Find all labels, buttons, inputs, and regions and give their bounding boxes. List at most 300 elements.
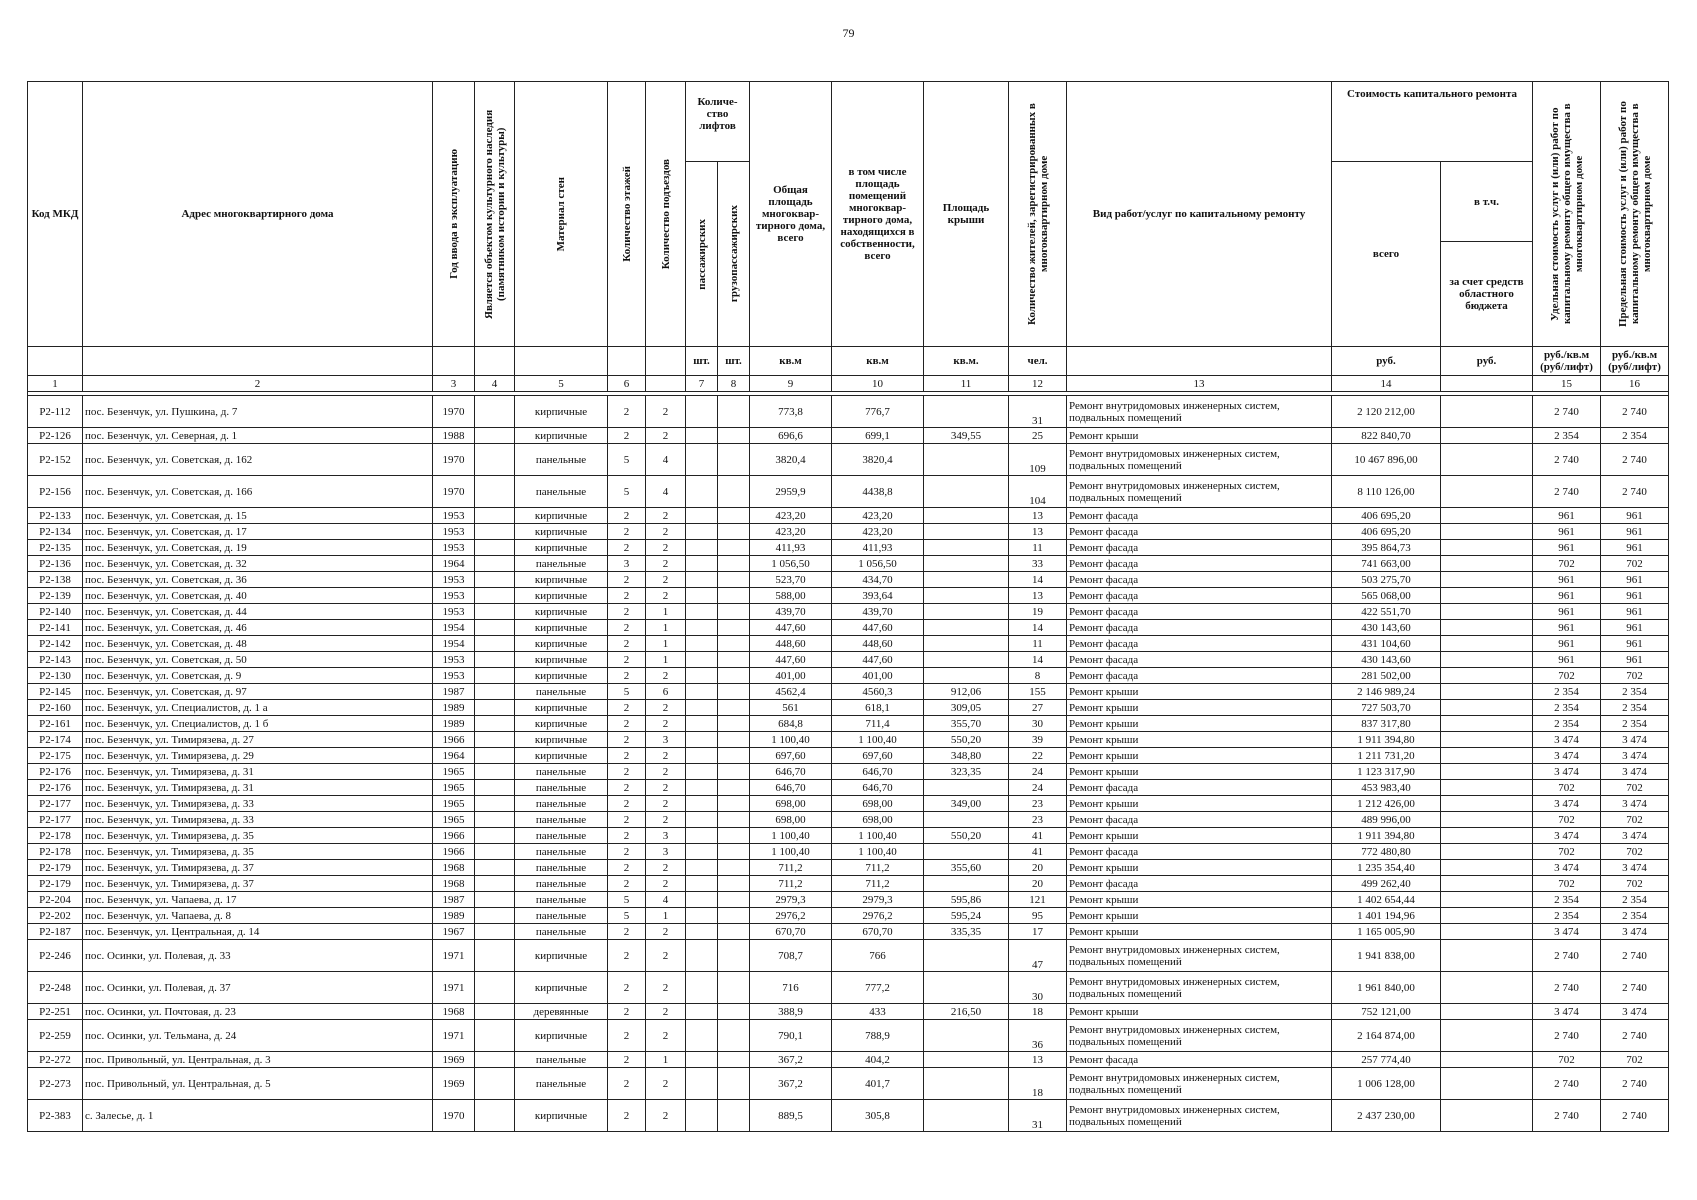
cell-entrances: 2 — [646, 860, 686, 876]
cell-residents: 95 — [1009, 908, 1067, 924]
cell-roof-area — [924, 524, 1009, 540]
cell-lifts-passenger — [686, 1100, 718, 1132]
cell-unit-cost: 2 740 — [1533, 1100, 1601, 1132]
cell-year: 1953 — [433, 668, 475, 684]
cell-wall: кирпичные — [515, 940, 608, 972]
cell-cost-region — [1441, 700, 1533, 716]
cell-total-area: 696,6 — [750, 428, 832, 444]
cell-unit-cost: 2 740 — [1533, 940, 1601, 972]
cell-cost-total: 10 467 896,00 — [1332, 444, 1441, 476]
cell-floors: 2 — [608, 636, 646, 652]
cell-owned-area: 646,70 — [832, 780, 924, 796]
cell-wall: кирпичные — [515, 716, 608, 732]
cell-code: Р2-139 — [28, 588, 83, 604]
table-row — [28, 540, 1669, 556]
cell-owned-area: 393,64 — [832, 588, 924, 604]
cell-roof-area: 550,20 — [924, 732, 1009, 748]
cell-residents: 13 — [1009, 524, 1067, 540]
cell-code: Р2-136 — [28, 556, 83, 572]
cell-cost-region — [1441, 860, 1533, 876]
cell-max-cost: 961 — [1601, 652, 1669, 668]
cell-max-cost: 961 — [1601, 524, 1669, 540]
cell-floors: 2 — [608, 1100, 646, 1132]
cell-code: Р2-126 — [28, 428, 83, 444]
cell-entrances: 2 — [646, 524, 686, 540]
cell-work-type: Ремонт внутридомовых инженерных систем, подвальных помещений — [1067, 396, 1332, 428]
cell-cost-total: 1 911 394,80 — [1332, 828, 1441, 844]
cell-address: пос. Безенчук, ул. Тимирязева, д. 29 — [83, 748, 433, 764]
cell-heritage — [475, 524, 515, 540]
cell-cost-region — [1441, 1052, 1533, 1068]
cell-total-area: 1 100,40 — [750, 844, 832, 860]
cell-address: пос. Осинки, ул. Полевая, д. 37 — [83, 972, 433, 1004]
cell-year: 1970 — [433, 476, 475, 508]
cell-unit-cost: 2 740 — [1533, 444, 1601, 476]
unit-cell — [515, 347, 608, 376]
cell-year: 1953 — [433, 540, 475, 556]
cell-wall: кирпичные — [515, 508, 608, 524]
cell-lifts-cargo — [718, 860, 750, 876]
table-row — [28, 652, 1669, 668]
cell-unit-cost: 3 474 — [1533, 924, 1601, 940]
cell-roof-area: 349,00 — [924, 796, 1009, 812]
cell-wall: панельные — [515, 780, 608, 796]
cell-owned-area: 711,2 — [832, 860, 924, 876]
cell-cost-region — [1441, 620, 1533, 636]
cell-heritage — [475, 700, 515, 716]
cell-cost-total: 1 961 840,00 — [1332, 972, 1441, 1004]
cell-address: пос. Безенчук, ул. Специалистов, д. 1 а — [83, 700, 433, 716]
cell-cost-total: 453 983,40 — [1332, 780, 1441, 796]
cell-lifts-passenger — [686, 972, 718, 1004]
cell-owned-area: 777,2 — [832, 972, 924, 1004]
cell-roof-area — [924, 588, 1009, 604]
cell-floors: 2 — [608, 716, 646, 732]
cell-cost-region — [1441, 828, 1533, 844]
cell-roof-area: 550,20 — [924, 828, 1009, 844]
cell-wall: кирпичные — [515, 572, 608, 588]
cell-residents: 17 — [1009, 924, 1067, 940]
cell-lifts-passenger — [686, 780, 718, 796]
cell-work-type: Ремонт внутридомовых инженерных систем, подвальных помещений — [1067, 1020, 1332, 1052]
cell-max-cost: 961 — [1601, 604, 1669, 620]
cell-heritage — [475, 876, 515, 892]
cell-total-area: 2959,9 — [750, 476, 832, 508]
cell-total-area: 790,1 — [750, 1020, 832, 1052]
cell-entrances: 2 — [646, 1100, 686, 1132]
cell-address: пос. Осинки, ул. Тельмана, д. 24 — [83, 1020, 433, 1052]
table-row — [28, 924, 1669, 940]
cell-cost-region — [1441, 652, 1533, 668]
cell-cost-total: 257 774,40 — [1332, 1052, 1441, 1068]
cell-residents: 33 — [1009, 556, 1067, 572]
cell-max-cost: 702 — [1601, 844, 1669, 860]
cell-floors: 2 — [608, 924, 646, 940]
cell-roof-area: 216,50 — [924, 1004, 1009, 1020]
cell-cost-region — [1441, 476, 1533, 508]
cell-heritage — [475, 684, 515, 700]
cell-wall: кирпичные — [515, 1020, 608, 1052]
cell-heritage — [475, 572, 515, 588]
cell-lifts-passenger — [686, 588, 718, 604]
cell-work-type: Ремонт крыши — [1067, 908, 1332, 924]
cell-address: пос. Безенчук, ул. Советская, д. 9 — [83, 668, 433, 684]
cell-wall: панельные — [515, 1052, 608, 1068]
cell-lifts-cargo — [718, 1052, 750, 1068]
cell-residents: 31 — [1009, 1100, 1067, 1132]
cell-roof-area — [924, 620, 1009, 636]
cell-max-cost: 702 — [1601, 812, 1669, 828]
cell-wall: кирпичные — [515, 540, 608, 556]
cell-address: пос. Безенчук, ул. Северная, д. 1 — [83, 428, 433, 444]
cell-unit-cost: 961 — [1533, 636, 1601, 652]
cell-address: пос. Привольный, ул. Центральная, д. 5 — [83, 1068, 433, 1100]
cell-roof-area — [924, 556, 1009, 572]
cell-max-cost: 3 474 — [1601, 1004, 1669, 1020]
cell-cost-total: 727 503,70 — [1332, 700, 1441, 716]
cell-cost-region — [1441, 732, 1533, 748]
cell-total-area: 561 — [750, 700, 832, 716]
table-row — [28, 796, 1669, 812]
cell-floors: 5 — [608, 476, 646, 508]
cell-owned-area: 447,60 — [832, 620, 924, 636]
cell-year: 1964 — [433, 556, 475, 572]
cell-wall: кирпичные — [515, 972, 608, 1004]
cell-unit-cost: 2 740 — [1533, 396, 1601, 428]
cell-code: Р2-160 — [28, 700, 83, 716]
cell-year: 1971 — [433, 972, 475, 1004]
cell-lifts-passenger — [686, 748, 718, 764]
cell-code: Р2-187 — [28, 924, 83, 940]
table-row — [28, 940, 1669, 972]
cell-lifts-passenger — [686, 572, 718, 588]
cell-year: 1989 — [433, 700, 475, 716]
cell-floors: 2 — [608, 1052, 646, 1068]
cell-lifts-cargo — [718, 540, 750, 556]
cell-heritage — [475, 764, 515, 780]
cell-max-cost: 702 — [1601, 556, 1669, 572]
cell-owned-area: 423,20 — [832, 524, 924, 540]
cell-heritage — [475, 924, 515, 940]
cell-roof-area — [924, 1052, 1009, 1068]
cell-residents: 30 — [1009, 716, 1067, 732]
cell-lifts-cargo — [718, 396, 750, 428]
cell-wall: панельные — [515, 860, 608, 876]
cell-lifts-cargo — [718, 556, 750, 572]
cell-total-area: 711,2 — [750, 876, 832, 892]
cell-heritage — [475, 1068, 515, 1100]
cell-cost-region — [1441, 924, 1533, 940]
header-lifts-cargo: грузопассажирских — [718, 162, 750, 347]
cell-lifts-cargo — [718, 524, 750, 540]
cell-year: 1953 — [433, 652, 475, 668]
cell-cost-region — [1441, 844, 1533, 860]
cell-entrances: 2 — [646, 396, 686, 428]
cell-work-type: Ремонт крыши — [1067, 892, 1332, 908]
cell-roof-area — [924, 972, 1009, 1004]
table-row — [28, 700, 1669, 716]
cell-lifts-passenger — [686, 668, 718, 684]
cell-entrances: 1 — [646, 620, 686, 636]
cell-total-area: 2979,3 — [750, 892, 832, 908]
cell-cost-total: 1 235 354,40 — [1332, 860, 1441, 876]
cell-owned-area: 2979,3 — [832, 892, 924, 908]
header-work-type: Вид работ/услуг по капитальному ремонту — [1067, 82, 1332, 347]
cell-residents: 31 — [1009, 396, 1067, 428]
cell-max-cost: 3 474 — [1601, 860, 1669, 876]
cell-max-cost: 2 740 — [1601, 1020, 1669, 1052]
cell-entrances: 6 — [646, 684, 686, 700]
cell-total-area: 684,8 — [750, 716, 832, 732]
cell-owned-area: 698,00 — [832, 812, 924, 828]
cell-lifts-passenger — [686, 716, 718, 732]
cell-roof-area — [924, 876, 1009, 892]
cell-code: Р2-178 — [28, 844, 83, 860]
cell-owned-area: 1 056,50 — [832, 556, 924, 572]
cell-total-area: 697,60 — [750, 748, 832, 764]
cell-work-type: Ремонт фасада — [1067, 556, 1332, 572]
cell-lifts-cargo — [718, 636, 750, 652]
unit-cell: кв.м. — [924, 347, 1009, 376]
cell-address: пос. Привольный, ул. Центральная, д. 3 — [83, 1052, 433, 1068]
cell-wall: панельные — [515, 892, 608, 908]
cell-entrances: 2 — [646, 508, 686, 524]
cell-cost-total: 281 502,00 — [1332, 668, 1441, 684]
cell-heritage — [475, 1020, 515, 1052]
table-row — [28, 444, 1669, 476]
cell-max-cost: 2 740 — [1601, 396, 1669, 428]
cell-owned-area: 670,70 — [832, 924, 924, 940]
cell-unit-cost: 2 354 — [1533, 700, 1601, 716]
cell-max-cost: 2 740 — [1601, 1068, 1669, 1100]
cell-total-area: 698,00 — [750, 812, 832, 828]
cell-year: 1968 — [433, 876, 475, 892]
cell-cost-total: 8 110 126,00 — [1332, 476, 1441, 508]
cell-lifts-passenger — [686, 1052, 718, 1068]
cell-code: Р2-142 — [28, 636, 83, 652]
cell-max-cost: 3 474 — [1601, 764, 1669, 780]
table-row — [28, 508, 1669, 524]
cell-lifts-passenger — [686, 636, 718, 652]
cell-work-type: Ремонт фасада — [1067, 540, 1332, 556]
cell-lifts-cargo — [718, 924, 750, 940]
cell-lifts-cargo — [718, 620, 750, 636]
cell-total-area: 4562,4 — [750, 684, 832, 700]
cell-floors: 2 — [608, 604, 646, 620]
cell-lifts-cargo — [718, 732, 750, 748]
cell-code: Р2-138 — [28, 572, 83, 588]
cell-entrances: 2 — [646, 1020, 686, 1052]
cell-max-cost: 3 474 — [1601, 796, 1669, 812]
cell-entrances: 2 — [646, 780, 686, 796]
cell-heritage — [475, 652, 515, 668]
cell-cost-total: 406 695,20 — [1332, 508, 1441, 524]
table-row — [28, 876, 1669, 892]
cell-wall: панельные — [515, 828, 608, 844]
cell-code: Р2-179 — [28, 860, 83, 876]
cell-lifts-cargo — [718, 1020, 750, 1052]
cell-heritage — [475, 908, 515, 924]
table-row — [28, 636, 1669, 652]
cell-unit-cost: 961 — [1533, 572, 1601, 588]
cell-floors: 2 — [608, 732, 646, 748]
cell-floors: 3 — [608, 556, 646, 572]
cell-residents: 18 — [1009, 1004, 1067, 1020]
cell-lifts-passenger — [686, 428, 718, 444]
cell-floors: 5 — [608, 444, 646, 476]
cell-wall: панельные — [515, 908, 608, 924]
cell-owned-area: 434,70 — [832, 572, 924, 588]
cell-work-type: Ремонт фасада — [1067, 588, 1332, 604]
cell-code: Р2-130 — [28, 668, 83, 684]
cell-wall: панельные — [515, 476, 608, 508]
cell-cost-region — [1441, 748, 1533, 764]
cell-work-type: Ремонт фасада — [1067, 780, 1332, 796]
cell-work-type: Ремонт крыши — [1067, 860, 1332, 876]
cell-lifts-cargo — [718, 764, 750, 780]
cell-unit-cost: 961 — [1533, 524, 1601, 540]
cell-max-cost: 3 474 — [1601, 748, 1669, 764]
cell-address: пос. Безенчук, ул. Советская, д. 46 — [83, 620, 433, 636]
cell-unit-cost: 3 474 — [1533, 828, 1601, 844]
cell-work-type: Ремонт крыши — [1067, 748, 1332, 764]
cell-code: Р2-178 — [28, 828, 83, 844]
cell-cost-total: 822 840,70 — [1332, 428, 1441, 444]
cell-cost-total: 499 262,40 — [1332, 876, 1441, 892]
cell-owned-area: 3820,4 — [832, 444, 924, 476]
unit-cell — [83, 347, 433, 376]
cell-cost-total: 837 317,80 — [1332, 716, 1441, 732]
cell-max-cost: 961 — [1601, 540, 1669, 556]
cell-cost-total: 565 068,00 — [1332, 588, 1441, 604]
cell-heritage — [475, 508, 515, 524]
cell-address: пос. Безенчук, ул. Советская, д. 40 — [83, 588, 433, 604]
cell-max-cost: 2 354 — [1601, 716, 1669, 732]
cell-lifts-cargo — [718, 940, 750, 972]
cell-heritage — [475, 940, 515, 972]
cell-address: пос. Безенчук, ул. Советская, д. 166 — [83, 476, 433, 508]
cell-unit-cost: 2 740 — [1533, 476, 1601, 508]
cell-residents: 11 — [1009, 540, 1067, 556]
cell-wall: кирпичные — [515, 620, 608, 636]
cell-heritage — [475, 732, 515, 748]
cell-entrances: 2 — [646, 972, 686, 1004]
cell-wall: панельные — [515, 556, 608, 572]
cell-floors: 2 — [608, 876, 646, 892]
cell-lifts-passenger — [686, 924, 718, 940]
cell-entrances: 2 — [646, 1004, 686, 1020]
cell-residents: 20 — [1009, 860, 1067, 876]
cell-owned-area: 4438,8 — [832, 476, 924, 508]
col-number: 5 — [515, 376, 608, 392]
cell-cost-total: 772 480,80 — [1332, 844, 1441, 860]
header-max-cost: Предельная стоимость услуг и (или) работ по капитальному ремонту общего имущества в многоквартирном доме — [1601, 82, 1669, 347]
cell-owned-area: 697,60 — [832, 748, 924, 764]
cell-roof-area — [924, 1020, 1009, 1052]
cell-heritage — [475, 540, 515, 556]
cell-code: Р2-140 — [28, 604, 83, 620]
cell-work-type: Ремонт крыши — [1067, 828, 1332, 844]
header-unit-cost: Удельная стоимость услуг и (или) работ по капитальному ремонту общего имущества в многоквартирном доме — [1533, 82, 1601, 347]
cell-lifts-cargo — [718, 780, 750, 796]
cell-owned-area: 401,7 — [832, 1068, 924, 1100]
cell-cost-region — [1441, 972, 1533, 1004]
cell-residents: 8 — [1009, 668, 1067, 684]
cell-unit-cost: 3 474 — [1533, 1004, 1601, 1020]
cell-total-area: 411,93 — [750, 540, 832, 556]
cell-year: 1989 — [433, 716, 475, 732]
cell-work-type: Ремонт внутридомовых инженерных систем, подвальных помещений — [1067, 972, 1332, 1004]
cell-residents: 23 — [1009, 812, 1067, 828]
cell-code: Р2-174 — [28, 732, 83, 748]
cell-lifts-cargo — [718, 476, 750, 508]
cell-floors: 2 — [608, 508, 646, 524]
cell-cost-total: 1 941 838,00 — [1332, 940, 1441, 972]
cell-max-cost: 2 354 — [1601, 428, 1669, 444]
table-row — [28, 524, 1669, 540]
cell-floors: 5 — [608, 892, 646, 908]
cell-work-type: Ремонт крыши — [1067, 796, 1332, 812]
cell-address: пос. Безенчук, ул. Советская, д. 19 — [83, 540, 433, 556]
cell-address: пос. Безенчук, ул. Тимирязева, д. 33 — [83, 812, 433, 828]
cell-unit-cost: 961 — [1533, 588, 1601, 604]
cell-roof-area: 309,05 — [924, 700, 1009, 716]
cell-floors: 2 — [608, 860, 646, 876]
cell-entrances: 2 — [646, 572, 686, 588]
unit-cell — [646, 347, 686, 376]
cell-unit-cost: 961 — [1533, 540, 1601, 556]
cell-heritage — [475, 1052, 515, 1068]
cell-residents: 104 — [1009, 476, 1067, 508]
cell-cost-region — [1441, 892, 1533, 908]
table-row — [28, 588, 1669, 604]
cell-heritage — [475, 556, 515, 572]
col-number: 7 — [686, 376, 718, 392]
cell-work-type: Ремонт фасада — [1067, 668, 1332, 684]
cell-cost-region — [1441, 508, 1533, 524]
cell-entrances: 1 — [646, 1052, 686, 1068]
cell-address: пос. Безенчук, ул. Центральная, д. 14 — [83, 924, 433, 940]
cell-unit-cost: 3 474 — [1533, 748, 1601, 764]
unit-cell: шт. — [718, 347, 750, 376]
cell-year: 1954 — [433, 620, 475, 636]
col-number — [1441, 376, 1533, 392]
header-year: Год ввода в эксплуатацию — [433, 82, 475, 347]
cell-lifts-passenger — [686, 796, 718, 812]
cell-residents: 121 — [1009, 892, 1067, 908]
cell-floors: 2 — [608, 940, 646, 972]
cell-heritage — [475, 796, 515, 812]
unit-cell — [608, 347, 646, 376]
cell-roof-area — [924, 508, 1009, 524]
cell-address: пос. Безенчук, ул. Советская, д. 44 — [83, 604, 433, 620]
cell-work-type: Ремонт фасада — [1067, 508, 1332, 524]
cell-wall: панельные — [515, 764, 608, 780]
cell-heritage — [475, 1004, 515, 1020]
table-row — [28, 764, 1669, 780]
cell-roof-area: 323,35 — [924, 764, 1009, 780]
cell-residents: 22 — [1009, 748, 1067, 764]
cell-unit-cost: 2 740 — [1533, 1020, 1601, 1052]
cell-address: пос. Безенчук, ул. Советская, д. 17 — [83, 524, 433, 540]
cell-total-area: 388,9 — [750, 1004, 832, 1020]
cell-code: Р2-177 — [28, 812, 83, 828]
cell-total-area: 1 056,50 — [750, 556, 832, 572]
cell-work-type: Ремонт фасада — [1067, 636, 1332, 652]
cell-owned-area: 423,20 — [832, 508, 924, 524]
cell-total-area: 401,00 — [750, 668, 832, 684]
cell-lifts-passenger — [686, 1068, 718, 1100]
